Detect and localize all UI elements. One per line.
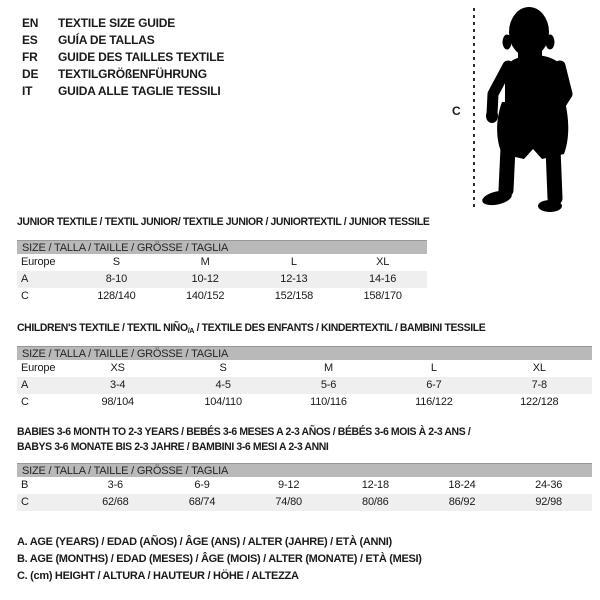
size-row-label: C xyxy=(21,396,29,408)
language-row-es xyxy=(22,32,224,49)
size-row-age xyxy=(17,377,592,394)
size-cell: 158/170 xyxy=(363,290,402,302)
size-cell: 152/158 xyxy=(274,290,314,302)
size-cell: 86/92 xyxy=(448,496,476,508)
height-label: C xyxy=(452,104,461,118)
size-row-label: A xyxy=(21,379,29,391)
size-cell: L xyxy=(430,362,437,374)
size-cell: 3-6 xyxy=(107,479,123,491)
size-cell: 80/86 xyxy=(362,496,389,508)
size-cell: 18-24 xyxy=(448,479,476,491)
language-title: GUIDE DES TAILLES TEXTILE xyxy=(58,50,225,64)
size-cell: S xyxy=(112,256,120,268)
language-title: GUÍA DE TALLAS xyxy=(58,33,155,47)
section-title-junior: JUNIOR TEXTILE / TEXTIL JUNIOR/ TEXTILE JUNIOR / JUNIORTEXTIL / JUNIOR TESSILE xyxy=(17,216,430,228)
size-cell: 14-16 xyxy=(369,273,397,285)
language-code: IT xyxy=(22,84,33,98)
size-cell: 116/122 xyxy=(415,396,453,408)
language-row-fr xyxy=(22,49,224,66)
size-row-label: B xyxy=(21,479,29,491)
size-cell: 122/128 xyxy=(520,396,559,408)
size-cell: 62/68 xyxy=(102,496,129,508)
size-cell: 92/98 xyxy=(535,496,562,508)
size-cell: 3-4 xyxy=(110,379,126,391)
size-cell: 10-12 xyxy=(191,273,219,285)
size-cell: 104/110 xyxy=(204,396,242,408)
size-row-label: Europe xyxy=(21,362,56,374)
footnote-age-months: B. AGE (MONTHS) / EDAD (MESES) / ÂGE (MOIS) / ALTER (MONATE) / ETÀ (MESI) xyxy=(17,553,422,565)
height-reference-line xyxy=(473,8,475,209)
footnote-height: C. (cm) HEIGHT / ALTURA / HAUTEUR / HÖHE / ALTEZZA xyxy=(17,570,299,582)
size-cell: 110/116 xyxy=(310,396,347,408)
size-cell: M xyxy=(200,256,210,268)
size-cell: 8-10 xyxy=(105,273,127,285)
size-cell: 98/104 xyxy=(101,396,134,408)
size-cell: XS xyxy=(110,362,125,374)
language-row-it xyxy=(22,83,224,100)
language-list xyxy=(22,15,224,100)
size-row-height xyxy=(17,494,592,511)
language-title: GUIDA ALLE TAGLIE TESSILI xyxy=(58,84,221,98)
section-title-babies-line2: BABYS 3-6 MONATE BIS 2-3 JAHRE / BAMBINI 3-6 MESI A 2-3 ANNI xyxy=(17,441,329,453)
size-row-height xyxy=(17,394,592,411)
size-table-header: SIZE / TALLA / TAILLE / GRÖSSE / TAGLIA xyxy=(17,346,592,360)
baby-silhouette-icon xyxy=(480,6,600,216)
footnotes xyxy=(17,534,422,585)
language-row-de xyxy=(22,66,224,83)
size-cell: 6-7 xyxy=(426,379,442,391)
size-cell: 12-13 xyxy=(280,273,308,285)
size-table-header: SIZE / TALLA / TAILLE / GRÖSSE / TAGLIA xyxy=(17,463,592,477)
language-title: TEXTILGRÖßENFÜHRUNG xyxy=(58,67,207,81)
size-row-label: A xyxy=(21,273,29,285)
language-code: DE xyxy=(22,67,39,81)
size-row-europe xyxy=(17,254,427,271)
language-code: EN xyxy=(22,16,39,30)
size-row-height xyxy=(17,288,427,305)
size-cell: XL xyxy=(376,256,390,268)
language-code: FR xyxy=(22,50,38,64)
size-cell: 24-36 xyxy=(535,479,563,491)
size-cell: 9-12 xyxy=(278,479,300,491)
size-cell: M xyxy=(324,362,333,374)
size-cell: 12-18 xyxy=(361,479,389,491)
size-row-age xyxy=(17,271,427,288)
size-table-junior xyxy=(17,240,427,305)
size-cell: 4-5 xyxy=(215,379,231,391)
section-title-babies-line1: BABIES 3-6 MONTH TO 2-3 YEARS / BEBÉS 3-6 MESES A 2-3 AÑOS / BÉBÉS 3-6 MOIS À 2-3 ANS / xyxy=(17,426,471,438)
size-cell: 6-9 xyxy=(194,479,210,491)
size-row-label: C xyxy=(21,290,29,302)
size-table-header: SIZE / TALLA / TAILLE / GRÖSSE / TAGLIA xyxy=(17,240,427,254)
section-title-text: CHILDREN'S TEXTILE / TEXTIL NIÑO xyxy=(17,322,188,334)
section-title-subscript: /A xyxy=(187,326,195,335)
size-table-babies xyxy=(17,463,592,511)
language-code: ES xyxy=(22,33,38,47)
size-cell: L xyxy=(290,256,297,268)
language-title: TEXTILE SIZE GUIDE xyxy=(58,16,176,30)
size-cell: 74/80 xyxy=(275,496,302,508)
section-title-children xyxy=(17,322,485,337)
size-row-label: Europe xyxy=(21,256,56,268)
footnote-age-years: A. AGE (YEARS) / EDAD (AÑOS) / ÂGE (ANS) / ALTER (JAHRE) / ETÀ (ANNI) xyxy=(17,536,392,548)
size-cell: 7-8 xyxy=(531,379,547,391)
size-cell: 128/140 xyxy=(97,290,136,302)
size-cell: 140/152 xyxy=(185,290,225,302)
size-row-age-months xyxy=(17,477,592,494)
language-row-en xyxy=(22,15,224,32)
size-cell: 68/74 xyxy=(188,496,216,508)
size-cell: 5-6 xyxy=(320,379,337,391)
size-row-europe xyxy=(17,360,592,377)
size-cell: S xyxy=(219,362,227,374)
section-title-text: / TEXTILE DES ENFANTS / KINDERTEXTIL / BAMBINI TESSILE xyxy=(194,322,486,334)
size-row-label: C xyxy=(21,496,29,508)
size-table-children xyxy=(17,346,592,411)
size-cell: XL xyxy=(532,362,546,374)
